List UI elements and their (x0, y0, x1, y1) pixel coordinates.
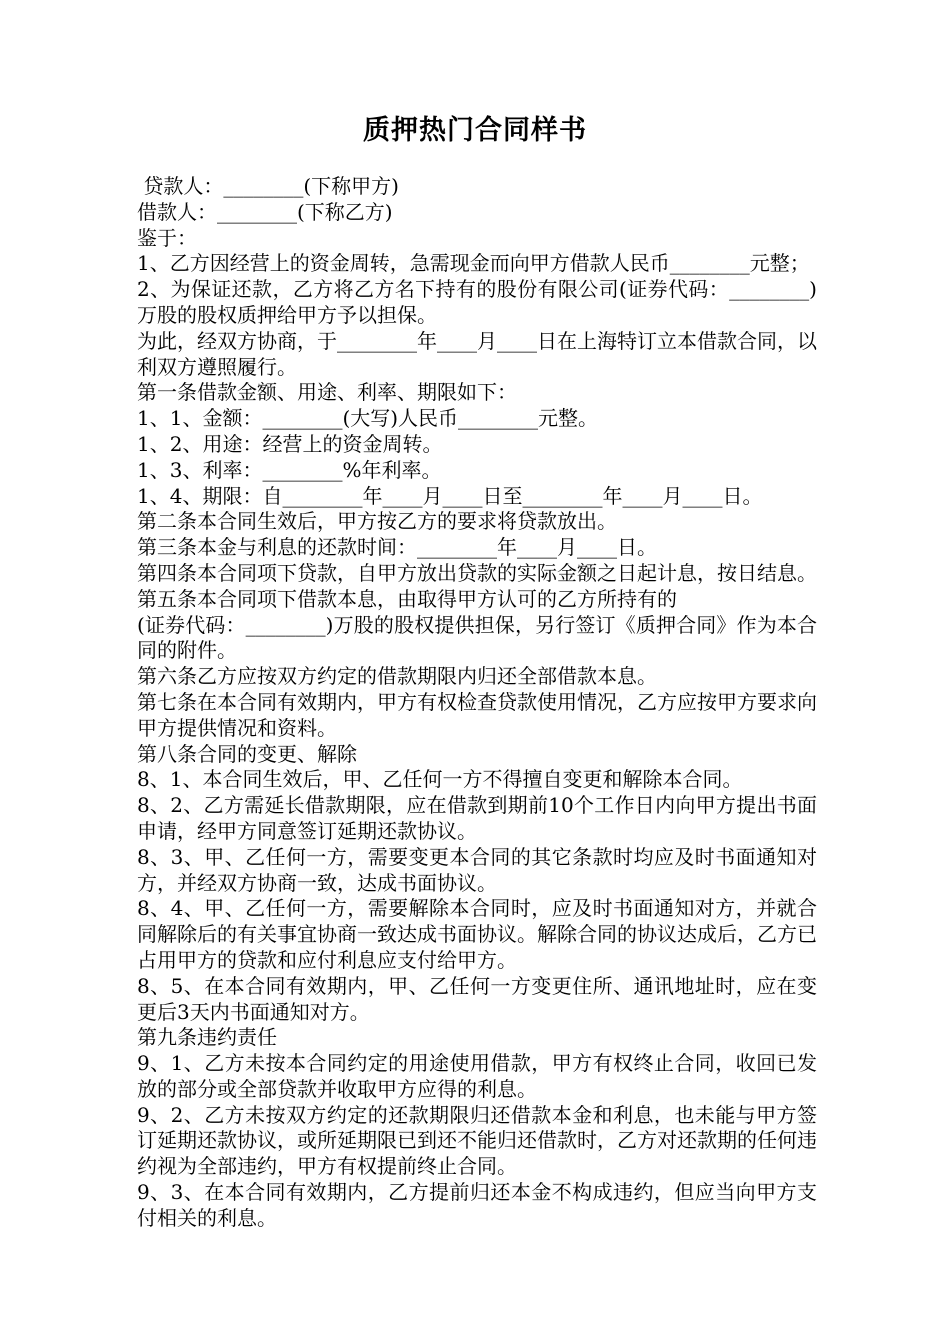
article-8-clause-1: 8、1、本合同生效后，甲、乙任何一方不得擅自变更和解除本合同。 (137, 767, 743, 792)
article-1-purpose: 1、2、用途：经营上的资金周转。 (137, 431, 443, 456)
article-5-part-1: 第五条本合同项下借款本息，由取得甲方认可的乙方所持有的 (137, 586, 677, 611)
article-8-heading: 第八条合同的变更、解除 (137, 741, 357, 766)
lender-line: 贷款人：________(下称甲方) (137, 174, 399, 198)
article-8-clause-5: 8、5、在本合同有效期内，甲、乙任何一方变更住所、通讯地址时，应在变更后3天内书面通知对方。 (137, 973, 817, 1024)
article-4: 第四条本合同项下贷款，自甲方放出贷款的实际金额之日起计息，按日结息。 (137, 560, 817, 585)
article-1-heading: 第一条借款金额、用途、利率、期限如下： (137, 380, 517, 405)
article-8-clause-3: 8、3、甲、乙任何一方，需要变更本合同的其它条款时均应及时书面通知对方，并经双方协商一致，达成书面协议。 (137, 844, 817, 895)
article-9-clause-1: 9、1、乙方未按本合同约定的用途使用借款，甲方有权终止合同，收回已发放的部分或全部贷款并收取甲方应得的利息。 (137, 1051, 817, 1101)
article-8-clause-2: 8、2、乙方需延长借款期限，应在借款到期前10个工作日内向甲方提出书面申请，经甲方同意签订延期还款协议。 (137, 793, 817, 843)
article-2: 第二条本合同生效后，甲方按乙方的要求将贷款放出。 (137, 509, 617, 534)
article-9-clause-3: 9、3、在本合同有效期内，乙方提前归还本金不构成违约，但应当向甲方支付相关的利息。 (137, 1180, 817, 1230)
borrower-line: 借款人：________(下称乙方) (137, 199, 393, 224)
document-body (137, 174, 817, 1232)
article-9-clause-2: 9、2、乙方未按双方约定的还款期限归还借款本金和利息，也未能与甲方签订延期还款协议，或所延期限已到还不能归还借款时，乙方对还款期的任何违约视为全部违约，甲方有权提前终止合同。 (137, 1102, 817, 1179)
whereas-heading: 鉴于： (137, 225, 197, 250)
article-7: 第七条在本合同有效期内，甲方有权检查贷款使用情况，乙方应按甲方要求向甲方提供情况和资料。 (137, 689, 817, 740)
article-8-clause-4: 8、4、甲、乙任何一方，需要解除本合同时，应及时书面通知对方，并就合同解除后的有关事宜协商一致达成书面协议。解除合同的协议达成后，乙方已占用甲方的贷款和应付利息应支付给甲方。 (137, 896, 817, 972)
article-6: 第六条乙方应按双方约定的借款期限内归还全部借款本息。 (137, 664, 657, 689)
article-5-part-2: (证券代码：________)万股的股权提供担保，另行签订《质押合同》作为本合同的附件。 (137, 612, 817, 663)
whereas-item-2: 2、为保证还款，乙方将乙方名下持有的股份有限公司(证券代码：________)万股的股权质押给甲方予以担保。 (137, 277, 817, 327)
article-1-amount: 1、1、金额：________(大写)人民币________元整。 (137, 406, 599, 431)
article-9-heading: 第九条违约责任 (137, 1025, 277, 1050)
article-1-term: 1、4、期限：自________年____月____日至________年____月____日。 (137, 483, 763, 508)
article-3: 第三条本金与利息的还款时间：________年____月____日。 (137, 535, 657, 560)
preamble-paragraph: 为此，经双方协商，于________年____月____日在上海特订立本借款合同，以利双方遵照履行。 (137, 328, 817, 379)
whereas-item-1: 1、乙方因经营上的资金周转，急需现金而向甲方借款人民币________元整； (137, 251, 810, 276)
article-1-rate: 1、3、利率：________%年利率。 (137, 457, 442, 482)
document-title: 质押热门合同样书 (363, 115, 587, 146)
